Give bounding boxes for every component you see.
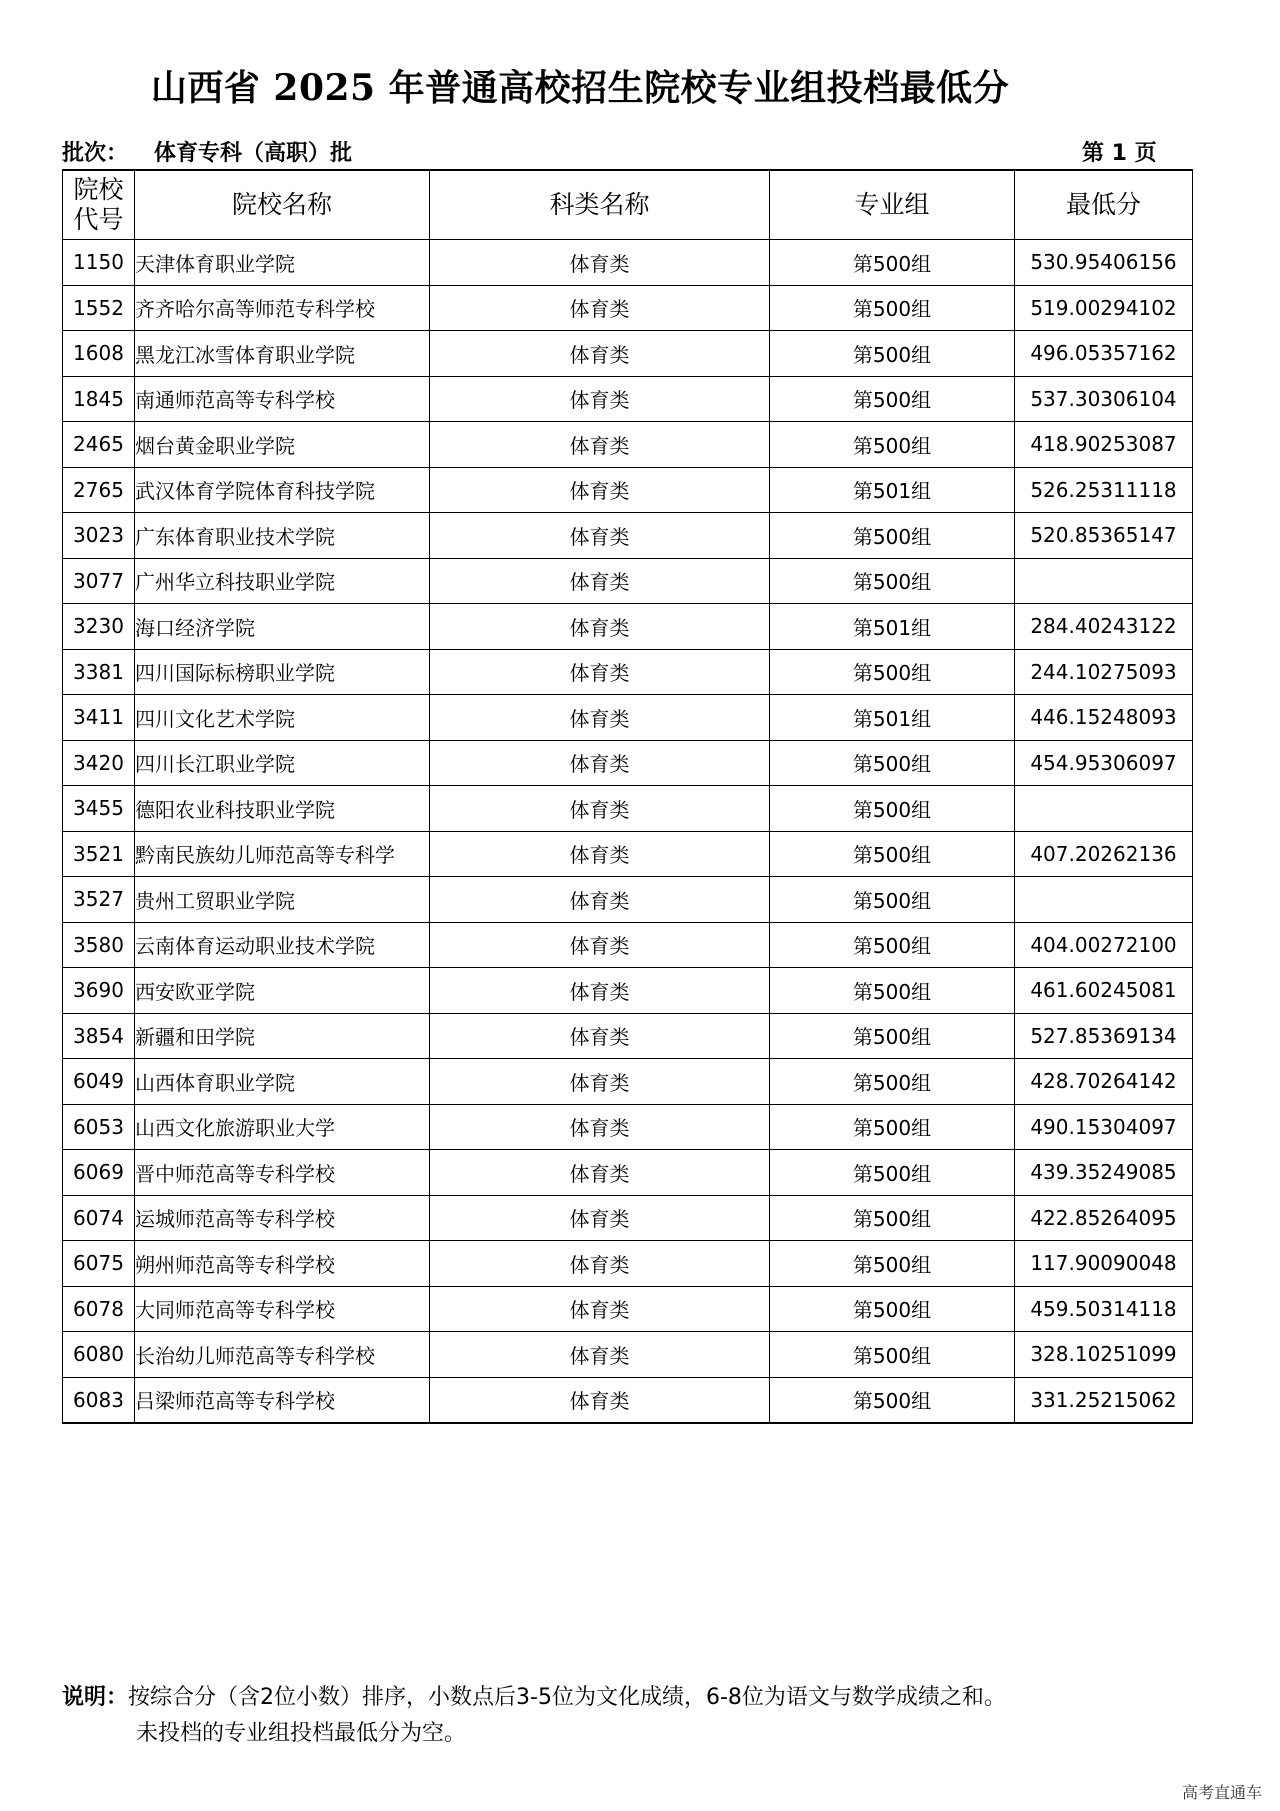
cell-category: 体育类 — [430, 968, 770, 1014]
cell-major-group: 第500组 — [770, 240, 1015, 286]
table-row — [63, 1241, 1193, 1287]
cell-category: 体育类 — [430, 877, 770, 923]
cell-school-code: 6049 — [63, 1059, 135, 1105]
cell-school-code: 3854 — [63, 1013, 135, 1059]
cell-school-name: 大同师范高等专科学校 — [135, 1286, 430, 1332]
cell-min-score: 537.30306104 — [1015, 376, 1193, 422]
table-row — [63, 1059, 1193, 1105]
cell-school-name: 齐齐哈尔高等师范专科学校 — [135, 285, 430, 331]
cell-min-score: 459.50314118 — [1015, 1286, 1193, 1332]
cell-major-group: 第501组 — [770, 604, 1015, 650]
watermark: 高考直通车 — [1181, 1783, 1262, 1802]
cell-major-group: 第500组 — [770, 922, 1015, 968]
cell-min-score — [1015, 786, 1193, 832]
cell-category: 体育类 — [430, 331, 770, 377]
cell-school-code: 3455 — [63, 786, 135, 832]
header-min-score: 最低分 — [1015, 170, 1193, 240]
cell-min-score: 496.05357162 — [1015, 331, 1193, 377]
cell-category: 体育类 — [430, 240, 770, 286]
cell-major-group: 第501组 — [770, 695, 1015, 741]
table-row — [63, 1150, 1193, 1196]
table-row — [63, 1332, 1193, 1378]
page-number: 第 1 页 — [1082, 141, 1157, 166]
cell-school-name: 西安欧亚学院 — [135, 968, 430, 1014]
table-row — [63, 331, 1193, 377]
table-row — [63, 422, 1193, 468]
cell-min-score: 461.60245081 — [1015, 968, 1193, 1014]
cell-school-name: 四川文化艺术学院 — [135, 695, 430, 741]
cell-min-score: 404.00272100 — [1015, 922, 1193, 968]
table-row — [63, 922, 1193, 968]
cell-major-group: 第500组 — [770, 1104, 1015, 1150]
header-school-name: 院校名称 — [135, 170, 430, 240]
cell-min-score: 418.90253087 — [1015, 422, 1193, 468]
cell-major-group: 第500组 — [770, 1195, 1015, 1241]
table-row — [63, 1104, 1193, 1150]
cell-school-code: 3077 — [63, 558, 135, 604]
cell-min-score: 407.20262136 — [1015, 831, 1193, 877]
cell-major-group: 第500组 — [770, 1286, 1015, 1332]
cell-school-name: 黔南民族幼儿师范高等专科学 — [135, 831, 430, 877]
table-row — [63, 240, 1193, 286]
note-text-1: 按综合分（含2位小数）排序，小数点后3-5位为文化成绩，6-8位为语文与数学成绩之和。 — [128, 1685, 1006, 1710]
cell-category: 体育类 — [430, 1286, 770, 1332]
cell-school-name: 烟台黄金职业学院 — [135, 422, 430, 468]
table-body — [63, 240, 1193, 1424]
cell-category: 体育类 — [430, 558, 770, 604]
cell-school-code: 1608 — [63, 331, 135, 377]
cell-major-group: 第500组 — [770, 877, 1015, 923]
table-row — [63, 968, 1193, 1014]
cell-major-group: 第500组 — [770, 558, 1015, 604]
cell-school-code: 2465 — [63, 422, 135, 468]
cell-min-score — [1015, 558, 1193, 604]
cell-school-code: 3023 — [63, 513, 135, 559]
cell-min-score: 117.90090048 — [1015, 1241, 1193, 1287]
cell-category: 体育类 — [430, 922, 770, 968]
cell-school-name: 运城师范高等专科学校 — [135, 1195, 430, 1241]
cell-major-group: 第500组 — [770, 376, 1015, 422]
cell-school-code: 3527 — [63, 877, 135, 923]
batch-line — [62, 136, 352, 167]
cell-major-group: 第500组 — [770, 1241, 1015, 1287]
cell-school-code: 6069 — [63, 1150, 135, 1196]
cell-school-code: 1845 — [63, 376, 135, 422]
page-title: 山西省 2025 年普通高校招生院校专业组投档最低分 — [150, 67, 1010, 109]
table-row — [63, 695, 1193, 741]
cell-min-score: 284.40243122 — [1015, 604, 1193, 650]
note-line-1 — [62, 1680, 1006, 1716]
note-label: 说明： — [62, 1685, 129, 1710]
table-row — [63, 1286, 1193, 1332]
table-row — [63, 467, 1193, 513]
cell-school-name: 吕梁师范高等专科学校 — [135, 1377, 430, 1423]
cell-min-score: 530.95406156 — [1015, 240, 1193, 286]
cell-category: 体育类 — [430, 1241, 770, 1287]
batch-label: 批次： — [62, 141, 129, 166]
cell-category: 体育类 — [430, 740, 770, 786]
note-line-2: 未投档的专业组投档最低分为空。 — [136, 1721, 467, 1746]
cell-category: 体育类 — [430, 285, 770, 331]
cell-min-score: 428.70264142 — [1015, 1059, 1193, 1105]
cell-major-group: 第500组 — [770, 740, 1015, 786]
cell-school-name: 朔州师范高等专科学校 — [135, 1241, 430, 1287]
cell-min-score: 527.85369134 — [1015, 1013, 1193, 1059]
table-row — [63, 786, 1193, 832]
cell-school-code: 6083 — [63, 1377, 135, 1423]
cell-category: 体育类 — [430, 513, 770, 559]
cell-school-name: 贵州工贸职业学院 — [135, 877, 430, 923]
cell-category: 体育类 — [430, 786, 770, 832]
cell-school-name: 武汉体育学院体育科技学院 — [135, 467, 430, 513]
cell-major-group: 第501组 — [770, 467, 1015, 513]
cell-major-group: 第500组 — [770, 1013, 1015, 1059]
cell-school-code: 3521 — [63, 831, 135, 877]
cell-category: 体育类 — [430, 1013, 770, 1059]
cell-school-code: 6080 — [63, 1332, 135, 1378]
cell-min-score: 519.00294102 — [1015, 285, 1193, 331]
cell-school-code: 6074 — [63, 1195, 135, 1241]
table-row — [63, 831, 1193, 877]
cell-school-code: 3690 — [63, 968, 135, 1014]
cell-category: 体育类 — [430, 1059, 770, 1105]
cell-category: 体育类 — [430, 1332, 770, 1378]
cell-min-score: 439.35249085 — [1015, 1150, 1193, 1196]
table-row — [63, 877, 1193, 923]
cell-school-name: 黑龙江冰雪体育职业学院 — [135, 331, 430, 377]
cell-major-group: 第500组 — [770, 1150, 1015, 1196]
cell-min-score: 526.25311118 — [1015, 467, 1193, 513]
cell-school-name: 广东体育职业技术学院 — [135, 513, 430, 559]
cell-school-name: 长治幼儿师范高等专科学校 — [135, 1332, 430, 1378]
cell-major-group: 第500组 — [770, 831, 1015, 877]
cell-category: 体育类 — [430, 422, 770, 468]
cell-min-score — [1015, 877, 1193, 923]
cell-category: 体育类 — [430, 1377, 770, 1423]
cell-school-code: 3580 — [63, 922, 135, 968]
cell-major-group: 第500组 — [770, 1332, 1015, 1378]
cell-category: 体育类 — [430, 467, 770, 513]
cell-school-name: 四川国际标榜职业学院 — [135, 649, 430, 695]
cell-min-score: 244.10275093 — [1015, 649, 1193, 695]
cell-min-score: 422.85264095 — [1015, 1195, 1193, 1241]
cell-major-group: 第500组 — [770, 331, 1015, 377]
admission-score-table — [62, 169, 1193, 1424]
cell-major-group: 第500组 — [770, 1059, 1015, 1105]
cell-school-name: 山西体育职业学院 — [135, 1059, 430, 1105]
cell-major-group: 第500组 — [770, 649, 1015, 695]
cell-school-code: 6078 — [63, 1286, 135, 1332]
cell-school-code: 2765 — [63, 467, 135, 513]
cell-school-name: 南通师范高等专科学校 — [135, 376, 430, 422]
table-row — [63, 1195, 1193, 1241]
cell-category: 体育类 — [430, 1195, 770, 1241]
cell-min-score: 520.85365147 — [1015, 513, 1193, 559]
table-row — [63, 376, 1193, 422]
table-row — [63, 558, 1193, 604]
table-row — [63, 513, 1193, 559]
cell-school-name: 天津体育职业学院 — [135, 240, 430, 286]
table-row — [63, 1013, 1193, 1059]
cell-school-code: 1552 — [63, 285, 135, 331]
cell-school-name: 晋中师范高等专科学校 — [135, 1150, 430, 1196]
cell-school-name: 四川长江职业学院 — [135, 740, 430, 786]
cell-school-code: 3411 — [63, 695, 135, 741]
header-category: 科类名称 — [430, 170, 770, 240]
cell-major-group: 第500组 — [770, 1377, 1015, 1423]
table-row — [63, 285, 1193, 331]
cell-school-name: 广州华立科技职业学院 — [135, 558, 430, 604]
table-row — [63, 740, 1193, 786]
cell-school-name: 新疆和田学院 — [135, 1013, 430, 1059]
cell-min-score: 331.25215062 — [1015, 1377, 1193, 1423]
cell-category: 体育类 — [430, 649, 770, 695]
notes — [62, 1680, 1006, 1752]
cell-major-group: 第500组 — [770, 786, 1015, 832]
cell-category: 体育类 — [430, 604, 770, 650]
cell-major-group: 第500组 — [770, 968, 1015, 1014]
cell-school-code: 6075 — [63, 1241, 135, 1287]
cell-major-group: 第500组 — [770, 422, 1015, 468]
cell-min-score: 454.95306097 — [1015, 740, 1193, 786]
cell-school-code: 3381 — [63, 649, 135, 695]
header-major-group: 专业组 — [770, 170, 1015, 240]
header-school-code: 院校代号 — [63, 170, 135, 240]
cell-major-group: 第500组 — [770, 513, 1015, 559]
cell-school-code: 3420 — [63, 740, 135, 786]
cell-school-name: 山西文化旅游职业大学 — [135, 1104, 430, 1150]
table-row — [63, 604, 1193, 650]
cell-school-name: 云南体育运动职业技术学院 — [135, 922, 430, 968]
cell-category: 体育类 — [430, 831, 770, 877]
cell-category: 体育类 — [430, 1150, 770, 1196]
cell-school-name: 海口经济学院 — [135, 604, 430, 650]
table-row — [63, 1377, 1193, 1423]
table-header-row — [63, 170, 1193, 240]
cell-category: 体育类 — [430, 376, 770, 422]
cell-school-code: 1150 — [63, 240, 135, 286]
cell-school-name: 德阳农业科技职业学院 — [135, 786, 430, 832]
cell-category: 体育类 — [430, 695, 770, 741]
cell-min-score: 328.10251099 — [1015, 1332, 1193, 1378]
table-row — [63, 649, 1193, 695]
batch-value: 体育专科（高职）批 — [154, 141, 353, 166]
cell-min-score: 446.15248093 — [1015, 695, 1193, 741]
cell-major-group: 第500组 — [770, 285, 1015, 331]
cell-category: 体育类 — [430, 1104, 770, 1150]
cell-school-code: 3230 — [63, 604, 135, 650]
cell-school-code: 6053 — [63, 1104, 135, 1150]
cell-min-score: 490.15304097 — [1015, 1104, 1193, 1150]
